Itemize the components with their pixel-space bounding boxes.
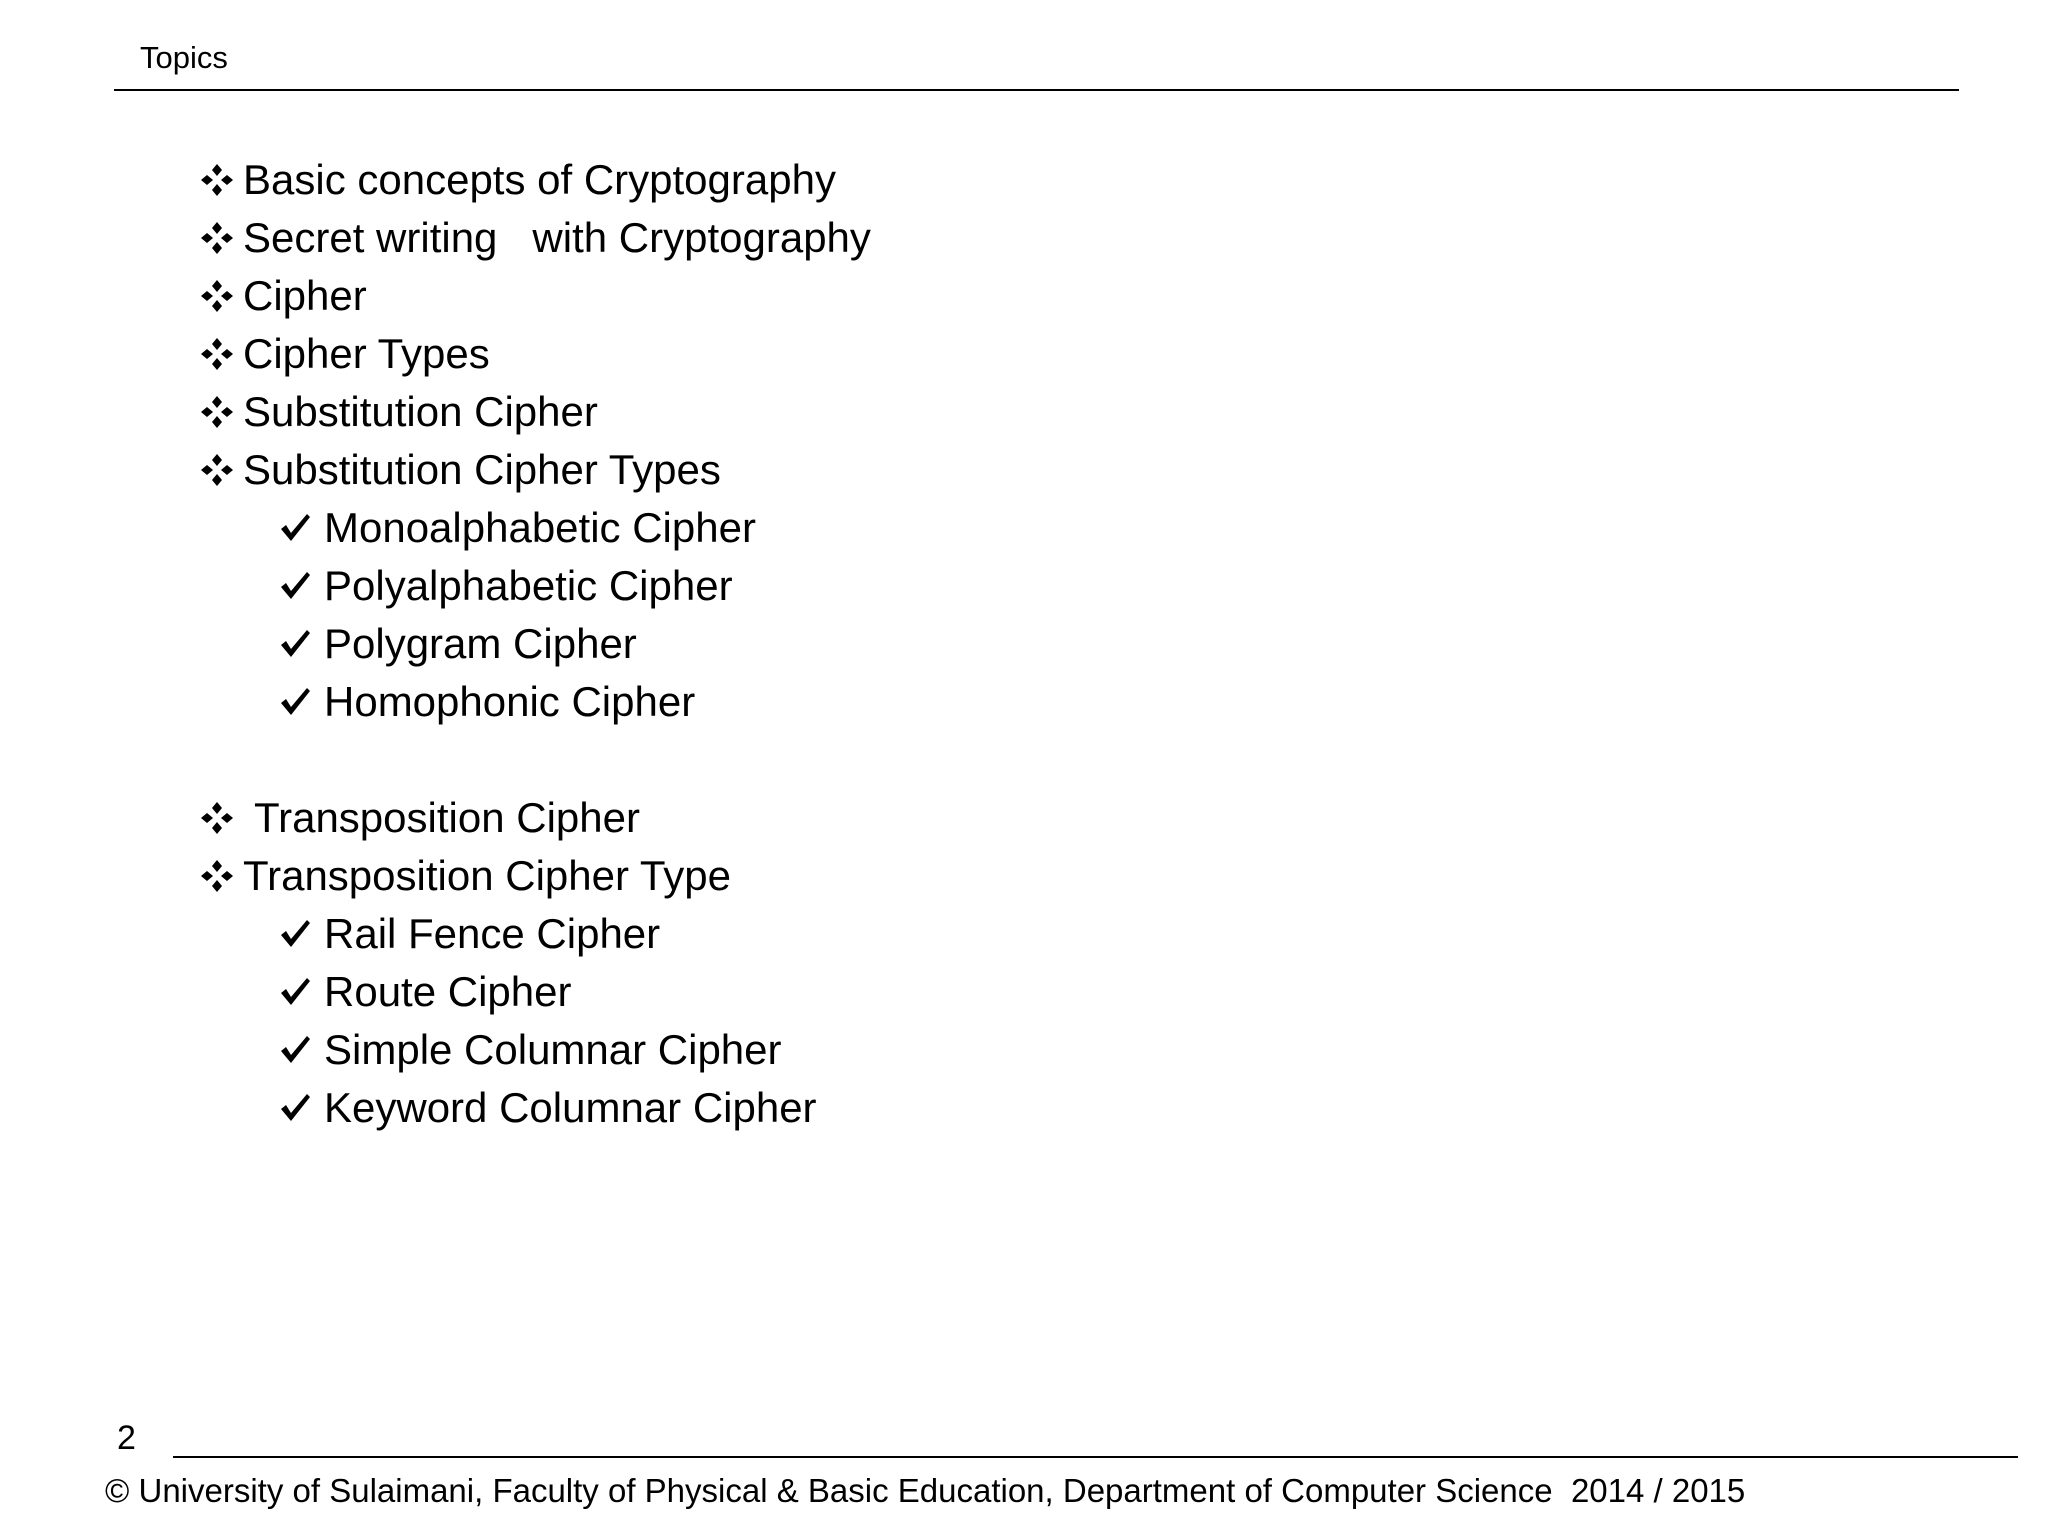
subtopic-label: Route Cipher bbox=[324, 968, 572, 1015]
footer-divider bbox=[173, 1456, 2018, 1458]
subtopic-label: Polygram Cipher bbox=[324, 620, 637, 667]
diamond-bullet-icon bbox=[200, 743, 243, 1009]
slide-title: Topics bbox=[140, 40, 228, 75]
topic-item bbox=[200, 267, 871, 325]
subtopic-label: Polyalphabetic Cipher bbox=[324, 562, 733, 609]
footer-copyright: © University of Sulaimani, Faculty of Physical & Basic Education, Department of Computer Science 2014 / 2015 bbox=[105, 1472, 1746, 1509]
diamond-bullet-icon bbox=[200, 337, 243, 603]
topic-label: Transposition Cipher bbox=[254, 794, 640, 841]
topic-label: Cipher bbox=[243, 272, 367, 319]
header-divider bbox=[114, 89, 1959, 91]
checkmark-icon bbox=[278, 975, 324, 1241]
page-number: 2 bbox=[117, 1419, 136, 1457]
topic-label: Substitution Cipher Types bbox=[243, 446, 721, 493]
topic-label: Basic concepts of Cryptography bbox=[243, 156, 836, 203]
subtopic-label: Simple Columnar Cipher bbox=[324, 1026, 782, 1073]
topic-label: Secret writing with Cryptography bbox=[243, 214, 871, 261]
subtopic-label: Monoalphabetic Cipher bbox=[324, 504, 756, 551]
topic-label: Cipher Types bbox=[243, 330, 490, 377]
subtopic-label: Rail Fence Cipher bbox=[324, 910, 661, 957]
subtopic-item bbox=[200, 673, 871, 731]
topic-label: Transposition Cipher Type bbox=[243, 852, 731, 899]
topic-item bbox=[200, 209, 871, 267]
topic-label: Substitution Cipher bbox=[243, 388, 598, 435]
subtopic-label: Homophonic Cipher bbox=[324, 678, 696, 725]
topic-item bbox=[200, 325, 871, 383]
subtopic-item bbox=[200, 1079, 871, 1137]
subtopic-label: Keyword Columnar Cipher bbox=[324, 1084, 817, 1131]
topic-item bbox=[200, 151, 871, 209]
topics-list bbox=[200, 151, 871, 1137]
